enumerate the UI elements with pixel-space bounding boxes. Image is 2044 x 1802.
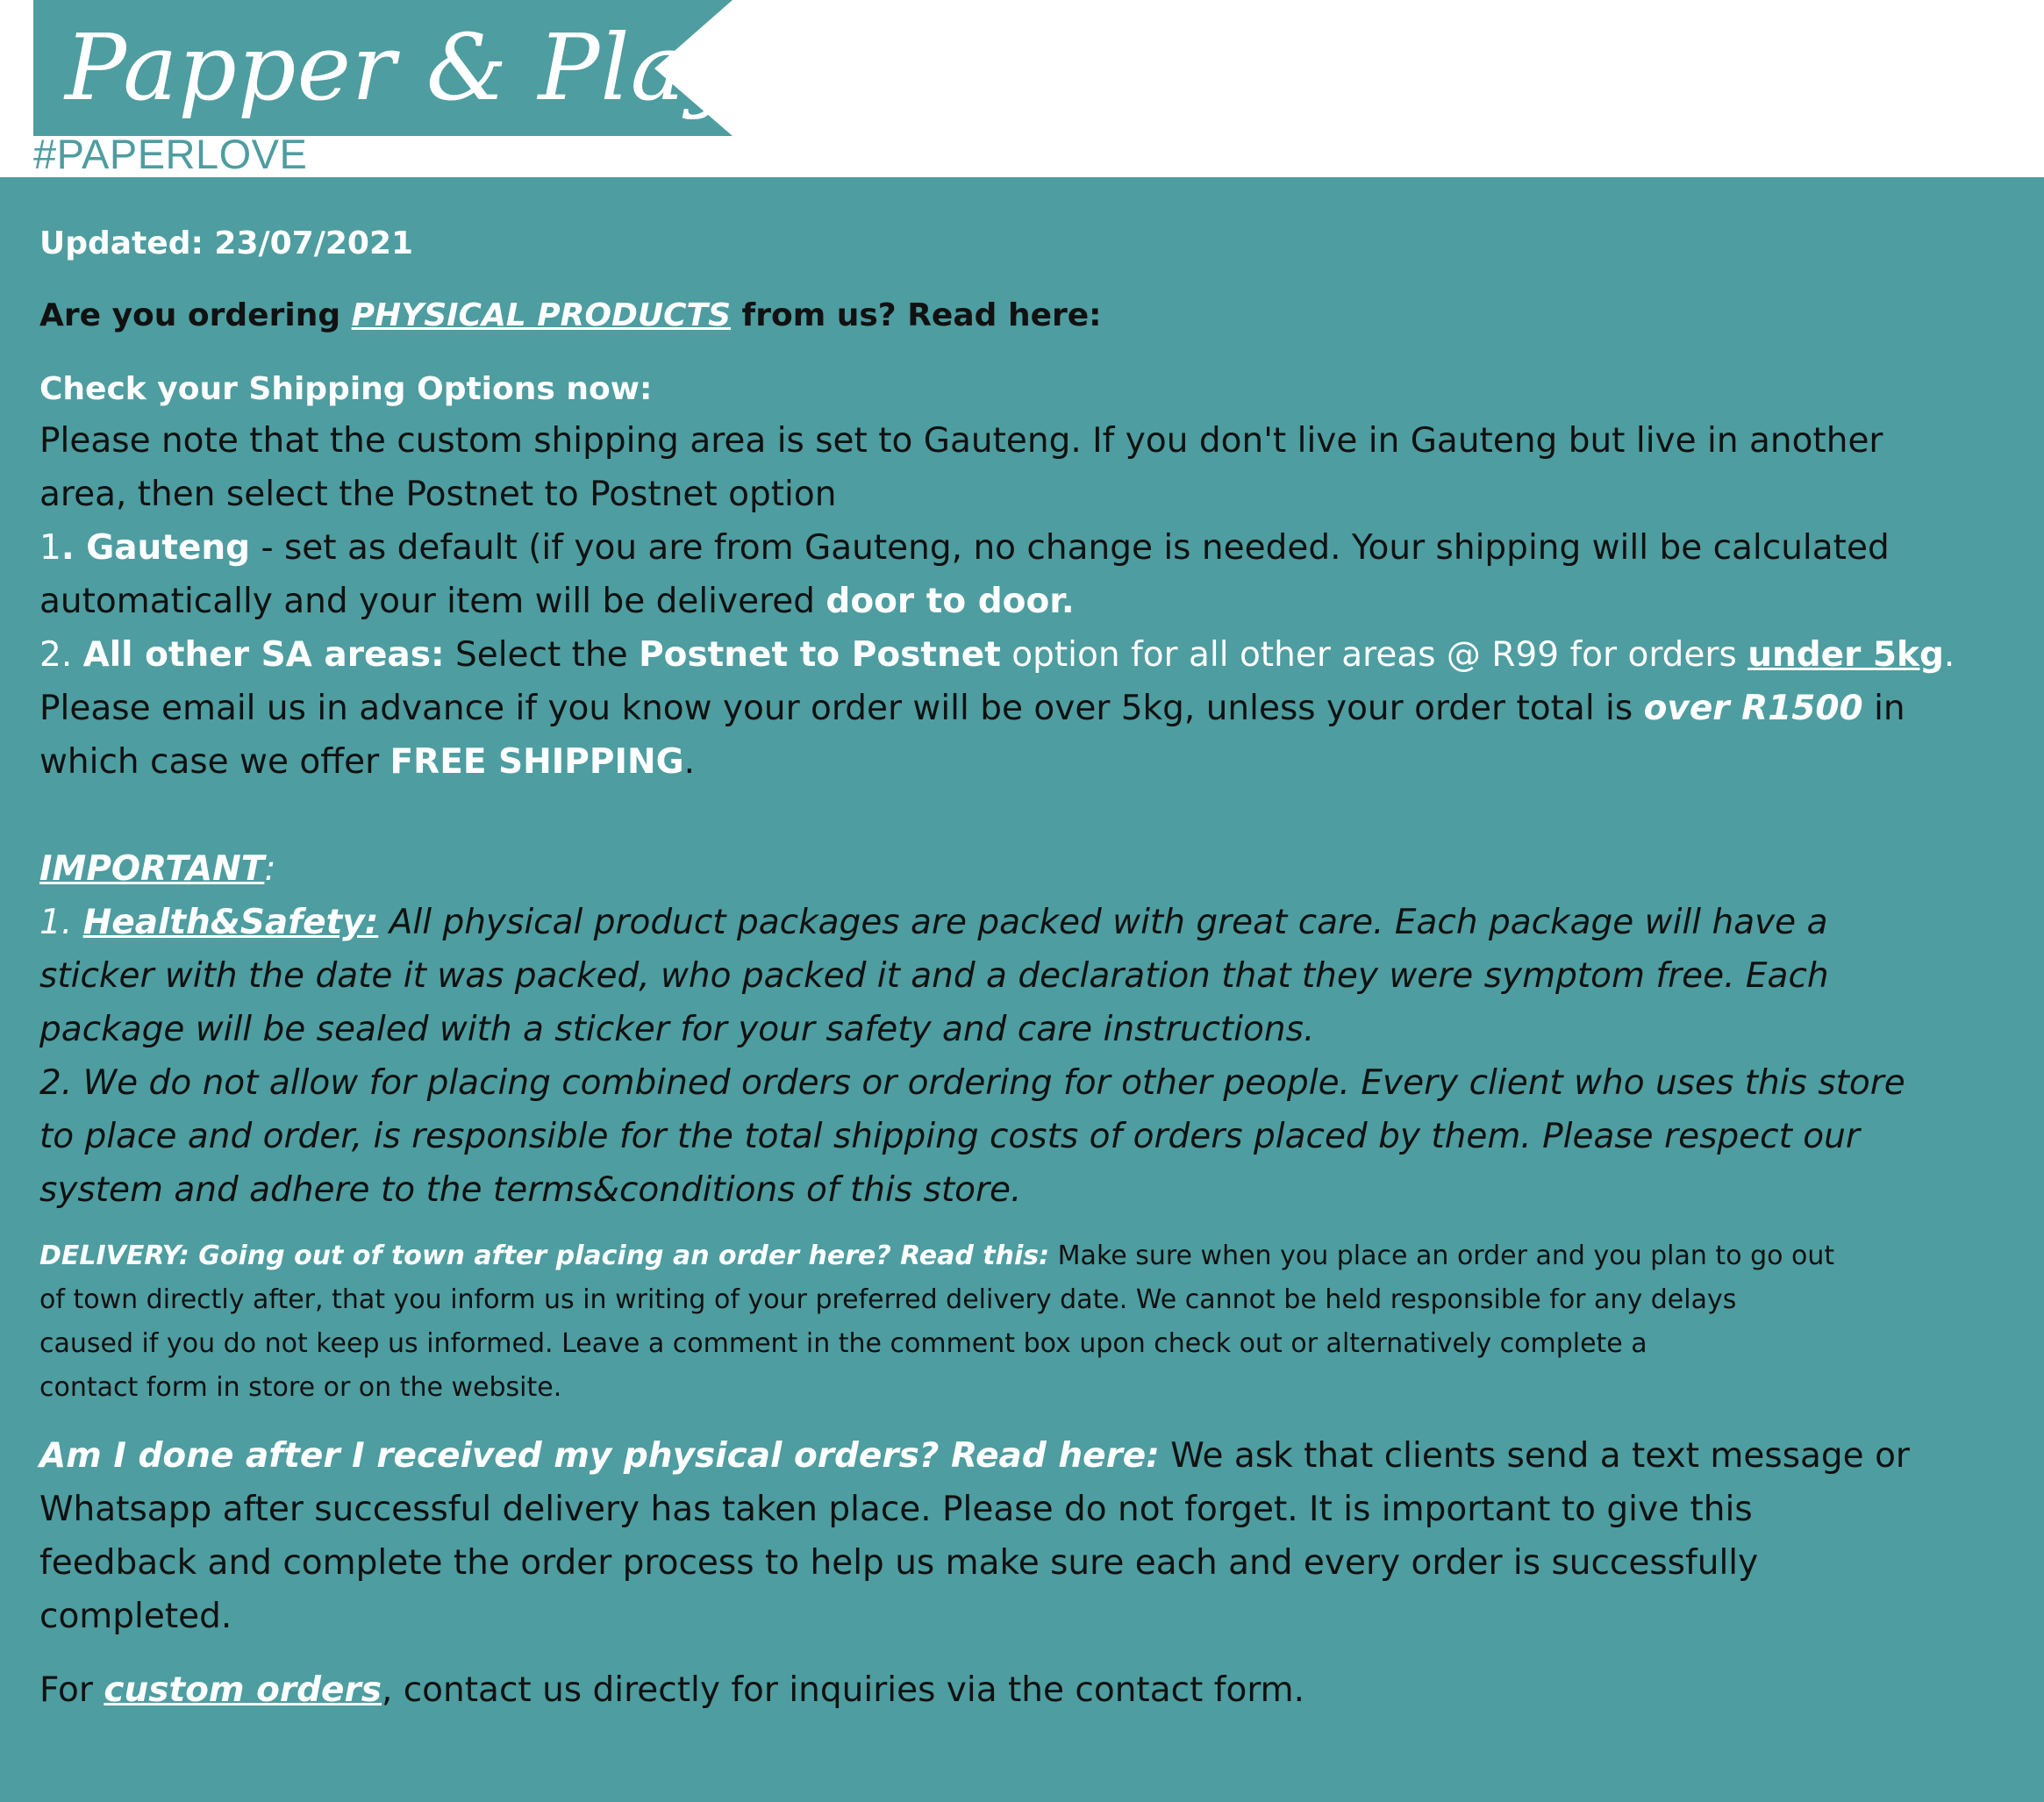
health-safety-line-3: package will be sealed with a sticker for your safety and care instructions. [39,1010,1315,1049]
feedback-line-4: completed. [39,1597,232,1636]
combined-orders-line-2: to place and order, is responsible for the total shipping costs of orders placed by them. Please respect our [39,1117,1860,1156]
option-2c-text-1: which case we offer [39,742,390,782]
feedback-text-1: We ask that clients send a text message or [1159,1436,1910,1476]
postnet-text: Postnet to Postnet [639,635,1001,675]
feedback-line-1 [39,1429,1910,1483]
shipping-heading: Check your Shipping Options now: [39,371,653,407]
important-label: IMPORTANT [39,849,265,889]
other-areas-line-1 [39,628,1955,682]
info-panel [0,177,2044,1802]
shipping-note-line-1: Please note that the custom shipping area is set to Gauteng. If you don't live in Gauteng but live in another [39,421,1883,461]
delivery-line-2: of town directly after, that you inform us in writing of your preferred delivery date. We cannot be held responsible for any delays [39,1284,1737,1315]
updated-date: Updated: 23/07/2021 [39,225,414,261]
shipping-note-line-2: area, then select the Postnet to Postnet option [39,475,837,514]
option-1-title: . Gauteng [61,528,251,568]
custom-suffix: , contact us directly for inquiries via the contact form. [381,1670,1305,1710]
other-areas-line-3 [39,735,695,789]
hashtag-label: #PAPERLOVE [33,131,308,177]
custom-prefix: For [39,1670,104,1710]
gauteng-option-line-1 [39,521,1890,575]
feedback-line-3: feedback and complete the order process to help us make sure each and every order is successfully [39,1543,1759,1583]
option-1-text: - set as default (if you are from Gauteng, no change is needed. Your shipping will be calculated [250,528,1890,568]
gauteng-option-line-2 [39,575,1075,628]
option-1-number: 1 [39,528,61,568]
health-safety-link[interactable]: Health&Safety: [82,903,379,942]
health-safety-line-1 [39,896,1827,949]
intro-line [39,289,1102,342]
option-2-number: 2. [39,635,83,675]
door-to-door-text: door to door. [825,582,1075,621]
free-shipping-text: FREE SHIPPING [390,742,684,782]
custom-orders-link[interactable]: custom orders [104,1670,382,1710]
option-2-text-3: . [1943,635,1955,675]
delivery-line-3: caused if you do not keep us informed. Leave a comment in the comment box upon check out or alternatively complete a [39,1328,1647,1359]
health-safety-number: 1. [39,903,83,942]
custom-orders-line [39,1663,1304,1717]
under-5kg-text: under 5kg [1747,635,1944,675]
important-heading [39,842,275,896]
delivery-label: DELIVERY: Going out of town after placing an order here? Read this: [39,1241,1050,1271]
option-2c-text-2: . [683,742,696,782]
feedback-label: Am I done after I received my physical orders? Read here: [39,1436,1160,1476]
delivery-line-4: contact form in store or on the website. [39,1372,562,1403]
important-colon: : [264,849,276,889]
logo-text: Papper & Play [65,14,739,121]
health-safety-line-2: sticker with the date it was packed, who packed it and a declaration that they were symptom free. Each [39,956,1829,996]
option-1b-text: automatically and your item will be delivered [39,582,826,621]
option-2b-text-2: in [1862,689,1905,728]
option-2-text-1: Select the [444,635,640,675]
over-r1500-text: over R1500 [1643,689,1863,728]
option-2-title: All other SA areas: [82,635,445,675]
other-areas-line-2 [39,682,1905,735]
intro-suffix: from us? Read here: [731,297,1102,333]
option-2-text-2: option for all other areas @ R99 for orders [1000,635,1748,675]
option-2b-text-1: Please email us in advance if you know your order will be over 5kg, unless your order total is [39,689,1644,728]
feedback-line-2: Whatsapp after successful delivery has taken place. Please do not forget. It is important to give this [39,1490,1753,1529]
health-safety-text-1: All physical product packages are packed with great care. Each package will have a [378,903,1828,942]
delivery-line-1 [39,1234,1834,1278]
header [0,0,2044,177]
physical-products-link[interactable]: PHYSICAL PRODUCTS [351,297,732,333]
delivery-text-1: Make sure when you place an order and you plan to go out [1049,1241,1835,1271]
intro-prefix: Are you ordering [39,297,352,333]
combined-orders-line-3: system and adhere to the terms&conditions of this store. [39,1170,1022,1210]
combined-orders-line-1: 2. We do not allow for placing combined orders or ordering for other people. Every client who uses this store [39,1063,1905,1103]
